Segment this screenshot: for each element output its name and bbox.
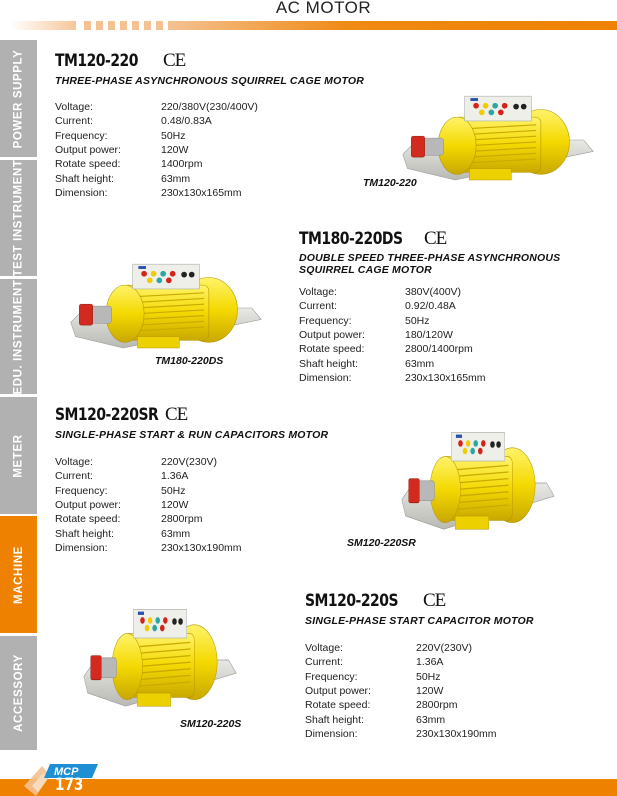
product-model: SM120-220SR [55, 405, 159, 425]
page-number: 173 [55, 775, 84, 795]
product-sm120-220s [305, 591, 534, 741]
spec-row-output-power: Output power: 120W [305, 685, 444, 698]
product-image-caption: TM180-220DS [155, 355, 224, 367]
spec-row-current: Current: 0.92/0.48A [299, 300, 456, 313]
product-image-caption: TM120-220 [363, 177, 417, 189]
product-tm180-220ds [299, 229, 560, 385]
spec-row-voltage: Voltage: 220V(230V) [305, 642, 473, 655]
product-subtitle: SINGLE-PHASE START CAPACITOR MOTOR [305, 615, 534, 627]
spec-table [299, 285, 560, 385]
spec-row-rotate-speed: Rotate speed: 1400rpm [55, 158, 203, 171]
motor-image-tm180-220ds [66, 258, 266, 358]
svg-text:MCP: MCP [54, 766, 79, 778]
sidebar-tab-test-instrument[interactable]: TEST INSTRUMENT [0, 160, 37, 276]
ce-mark-icon: CE [423, 590, 446, 611]
spec-row-output-power: Output power: 120W [55, 499, 189, 512]
product-image-caption: SM120-220SR [347, 537, 416, 549]
header-decor-bar [10, 21, 617, 30]
spec-row-frequency: Frequency: 50Hz [55, 484, 186, 497]
product-sm120-220sr [55, 405, 328, 555]
spec-table [55, 455, 328, 555]
spec-row-current: Current: 1.36A [55, 470, 189, 483]
spec-row-rotate-speed: Rotate speed: 2800rpm [55, 513, 203, 526]
sidebar-tab-power-supply[interactable]: POWER SUPPLY [0, 40, 37, 157]
spec-row-dimension: Dimension: 230x130x190mm [305, 727, 497, 740]
spec-row-current: Current: 1.36A [305, 656, 444, 669]
spec-row-frequency: Frequency: 50Hz [305, 670, 441, 683]
spec-row-rotate-speed: Rotate speed: 2800/1400rpm [299, 343, 473, 356]
spec-row-output-power: Output power: 180/120W [299, 329, 453, 342]
spec-row-voltage: Voltage: 220V(230V) [55, 456, 218, 469]
motor-image-sm120-220s [80, 605, 240, 715]
spec-row-rotate-speed: Rotate speed: 2800rpm [305, 699, 458, 712]
spec-table [305, 641, 534, 741]
spec-row-shaft-height: Shaft height: 63mm [305, 713, 446, 726]
spec-row-current: Current: 0.48/0.83A [55, 115, 212, 128]
product-subtitle: SINGLE-PHASE START & RUN CAPACITORS MOTOR [55, 429, 329, 441]
product-image-caption: SM120-220S [180, 718, 242, 730]
spec-row-dimension: Dimension: 230x130x165mm [55, 186, 242, 199]
spec-row-shaft-height: Shaft height: 63mm [299, 357, 435, 370]
ce-mark-icon: CE [424, 228, 447, 249]
spec-row-dimension: Dimension: 230x130x165mm [299, 371, 486, 384]
spec-row-dimension: Dimension: 230x130x190mm [55, 541, 242, 554]
ce-mark-icon: CE [163, 50, 186, 71]
spec-row-frequency: Frequency: 50Hz [55, 129, 186, 142]
sidebar-tab-accessory[interactable]: ACCESSORY [0, 636, 37, 750]
sidebar-tab-edu-instrument[interactable]: EDU. INSTRUMENT [0, 279, 37, 394]
product-model: SM120-220S [305, 591, 399, 611]
ce-mark-icon: CE [165, 404, 188, 425]
product-model: TM180-220DS [299, 229, 403, 249]
spec-row-frequency: Frequency: 50Hz [299, 314, 430, 327]
page-title: AC MOTOR [275, 0, 372, 17]
product-model: TM120-220 [55, 51, 138, 71]
spec-row-voltage: Voltage: 220/380V(230/400V) [55, 101, 258, 114]
motor-image-sm120-220sr [398, 428, 558, 538]
motor-image-tm120-220 [398, 90, 598, 190]
product-subtitle-line2: SQUIRREL CAGE MOTOR [299, 264, 432, 276]
product-subtitle: THREE-PHASE ASYNCHRONOUS SQUIRREL CAGE MOTOR [55, 75, 365, 87]
spec-row-output-power: Output power: 120W [55, 144, 189, 157]
sidebar-tab-machine[interactable]: MACHINE [0, 516, 37, 633]
product-subtitle-line1: DOUBLE SPEED THREE-PHASE ASYNCHRONOUS [299, 252, 561, 264]
spec-table [55, 100, 364, 200]
sidebar-tab-meter[interactable]: METER [0, 397, 37, 514]
spec-row-voltage: Voltage: 380V(400V) [299, 286, 462, 299]
spec-row-shaft-height: Shaft height: 63mm [55, 172, 191, 185]
product-tm120-220 [55, 51, 364, 200]
spec-row-shaft-height: Shaft height: 63mm [55, 527, 191, 540]
